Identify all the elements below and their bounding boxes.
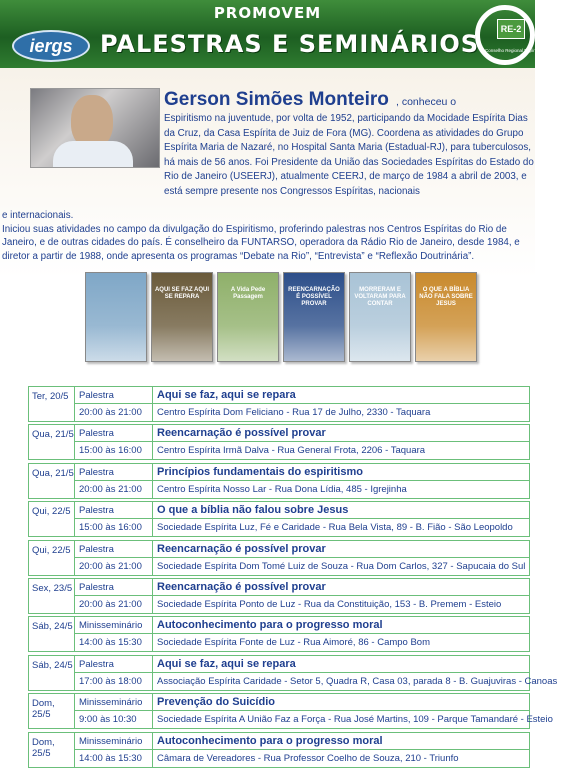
schedule-day: Dom, 25/5 bbox=[29, 694, 75, 728]
cre-logo bbox=[475, 5, 584, 65]
book-covers bbox=[85, 272, 473, 362]
schedule-day: Sex, 23/5 bbox=[29, 579, 75, 613]
schedule-time: 14:00 às 15:30 bbox=[75, 634, 153, 651]
schedule-type: Minisseminário bbox=[75, 694, 153, 711]
speaker-bio-2: Iniciou suas atividades no campo da divulgação do Espiritismo, proferindo palestras nos Centros Espíritas do Rio de Janeiro, e de outras cidades do país. É conselheiro da FUNTARSO, operadora da Rádio Rio de Janeiro, desde 1984, e diretor a partir de 1988, onde apresenta os programas “Debate na Rio”, “Entrevista” e “Reflexão Doutrinária”. bbox=[2, 223, 520, 262]
book-cover bbox=[349, 272, 411, 362]
schedule-row bbox=[28, 540, 530, 576]
schedule-time: 20:00 às 21:00 bbox=[75, 481, 153, 498]
speaker-bio-continued bbox=[2, 209, 534, 263]
schedule-type: Minisseminário bbox=[75, 617, 153, 634]
schedule-type: Palestra bbox=[75, 656, 153, 673]
schedule-type: Minisseminário bbox=[75, 733, 153, 750]
schedule-row bbox=[28, 732, 530, 768]
schedule-type: Palestra bbox=[75, 541, 153, 558]
schedule-day: Qui, 22/5 bbox=[29, 541, 75, 575]
schedule-venue: Sociedade Espírita Fonte de Luz - Rua Aimoré, 86 - Campo Bom bbox=[157, 637, 430, 649]
page-title: PALESTRAS E SEMINÁRIOS bbox=[100, 30, 479, 58]
schedule-topic: Autoconhecimento para o progresso moral bbox=[153, 617, 529, 634]
schedule-type: Palestra bbox=[75, 502, 153, 519]
schedule-row bbox=[28, 616, 530, 652]
schedule-topic: Prevenção do Suicídio bbox=[153, 694, 529, 711]
book-cover bbox=[217, 272, 279, 362]
schedule-topic: O que a bíblia não falou sobre Jesus bbox=[153, 502, 529, 519]
schedule-row bbox=[28, 463, 530, 499]
schedule-time: 14:00 às 15:30 bbox=[75, 750, 153, 767]
cre-subtitle: Conselho Regional Espírita 2ª Região Unificadora bbox=[485, 48, 584, 53]
schedule-day: Dom, 25/5 bbox=[29, 733, 75, 767]
schedule-type: Palestra bbox=[75, 425, 153, 442]
schedule-venue: Centro Espírita Irmã Dalva - Rua General Frota, 2206 - Taquara bbox=[157, 445, 426, 457]
book-cover bbox=[415, 272, 477, 362]
schedule-venue: Câmara de Vereadores - Rua Professor Coelho de Souza, 210 - Triunfo bbox=[157, 752, 459, 764]
iergs-logo: iergs bbox=[12, 30, 90, 62]
schedule-venue: Sociedade Espírita Dom Tomé Luiz de Souza - Rua Dom Carlos, 327 - Sapucaia do Sul bbox=[157, 560, 526, 572]
speaker-photo bbox=[30, 88, 160, 168]
schedule-row bbox=[28, 693, 553, 729]
book-title: AQUI SE FAZ AQUI SE REPARA bbox=[154, 287, 210, 300]
schedule-row bbox=[28, 655, 558, 691]
speaker-shirt bbox=[53, 141, 133, 167]
schedule-day: Qua, 21/5 bbox=[29, 425, 75, 459]
schedule-time: 20:00 às 21:00 bbox=[75, 596, 153, 613]
schedule-venue: Centro Espírita Nosso Lar - Rua Dona Lídia, 485 - Igrejinha bbox=[157, 483, 407, 495]
schedule-time: 15:00 às 16:00 bbox=[75, 519, 153, 536]
schedule-venue: Sociedade Espírita A União Faz a Força - Rua José Martins, 109 - Parque Tamandaré - Esteio bbox=[157, 714, 553, 726]
schedule-row bbox=[28, 501, 530, 537]
schedule-type: Palestra bbox=[75, 464, 153, 481]
schedule-venue: Associação Espírita Caridade - Setor 5, Quadra R, Casa 03, parada 8 - B. Guajuviras - Canoas bbox=[157, 675, 558, 687]
schedule-topic: Reencarnação é possível provar bbox=[153, 541, 529, 558]
schedule-time: 17:00 às 18:00 bbox=[75, 673, 153, 690]
book-cover bbox=[283, 272, 345, 362]
speaker-intro: , conheceu o bbox=[396, 96, 457, 108]
schedule-time: 15:00 às 16:00 bbox=[75, 442, 153, 459]
schedule-row bbox=[28, 578, 530, 614]
schedule-venue: Centro Espírita Dom Feliciano - Rua 17 de Julho, 2330 - Taquara bbox=[157, 407, 431, 418]
schedule-topic: Princípios fundamentais do espiritismo bbox=[153, 464, 529, 481]
schedule-day: Ter, 20/5 bbox=[29, 387, 75, 421]
schedule-row bbox=[28, 386, 530, 422]
header-banner bbox=[0, 0, 584, 68]
schedule-row bbox=[28, 424, 530, 460]
schedule-day: Qui, 22/5 bbox=[29, 502, 75, 536]
schedule-day: Qua, 21/5 bbox=[29, 464, 75, 498]
book-title: MORRERAM E VOLTARAM PARA CONTAR bbox=[354, 287, 406, 307]
schedule-topic: Autoconhecimento para o progresso moral bbox=[153, 733, 529, 750]
book-title: A Vida Pede Passagem bbox=[230, 287, 266, 300]
speaker-bio-end: e internacionais. bbox=[2, 210, 74, 221]
schedule-time: 20:00 às 21:00 bbox=[75, 558, 153, 575]
schedule-day: Sáb, 24/5 bbox=[29, 617, 75, 651]
schedule-topic: Aqui se faz, aqui se repara bbox=[153, 387, 529, 404]
schedule-venue: Sociedade Espírita Luz, Fé e Caridade - Rua Bela Vista, 89 - B. Fião - São Leopoldo bbox=[157, 522, 513, 534]
speaker-name: Gerson Simões Monteiro bbox=[164, 89, 389, 110]
schedule-topic: Reencarnação é possível provar bbox=[153, 425, 529, 442]
schedule-venue: Sociedade Espírita Ponto de Luz - Rua da Constituição, 153 - B. Premem - Esteio bbox=[157, 599, 502, 610]
book-title: REENCARNAÇÃO É POSSÍVEL PROVAR bbox=[288, 287, 340, 307]
schedule-day: Sáb, 24/5 bbox=[29, 656, 75, 690]
cre-badge: RE-2 bbox=[497, 19, 525, 39]
schedule-type: Palestra bbox=[75, 579, 153, 596]
schedule-time: 9:00 às 10:30 bbox=[75, 711, 153, 728]
book-cover bbox=[85, 272, 147, 362]
schedule-time: 20:00 às 21:00 bbox=[75, 404, 153, 421]
speaker-bio: Espiritismo na juventude, por volta de 1952, participando da Mocidade Espírita Dias da Cruz, da Casa Espírita de Juiz de Fora (MG). Coordena as atividades do Grupo Espírita Maria de Nazaré, no Hospital Santa Maria (Estadual-RJ), para tuberculosos, há mais de 56 anos. Foi Presidente da União das Sociedades Espíritas do Estado do Rio de Janeiro (USEERJ), atualmente CEERJ, de março de 1984 a abril de 2003, e está sempre presente nos Congressos Espíritas, nacionais bbox=[164, 113, 534, 197]
schedule-topic: Aqui se faz, aqui se repara bbox=[153, 656, 529, 673]
header-promovem: PROMOVEM bbox=[213, 4, 322, 22]
book-cover bbox=[151, 272, 213, 362]
schedule-type: Palestra bbox=[75, 387, 153, 404]
schedule-topic: Reencarnação é possível provar bbox=[153, 579, 529, 596]
book-title: O QUE A BÍBLIA NÃO FALA SOBRE JESUS bbox=[419, 287, 473, 307]
